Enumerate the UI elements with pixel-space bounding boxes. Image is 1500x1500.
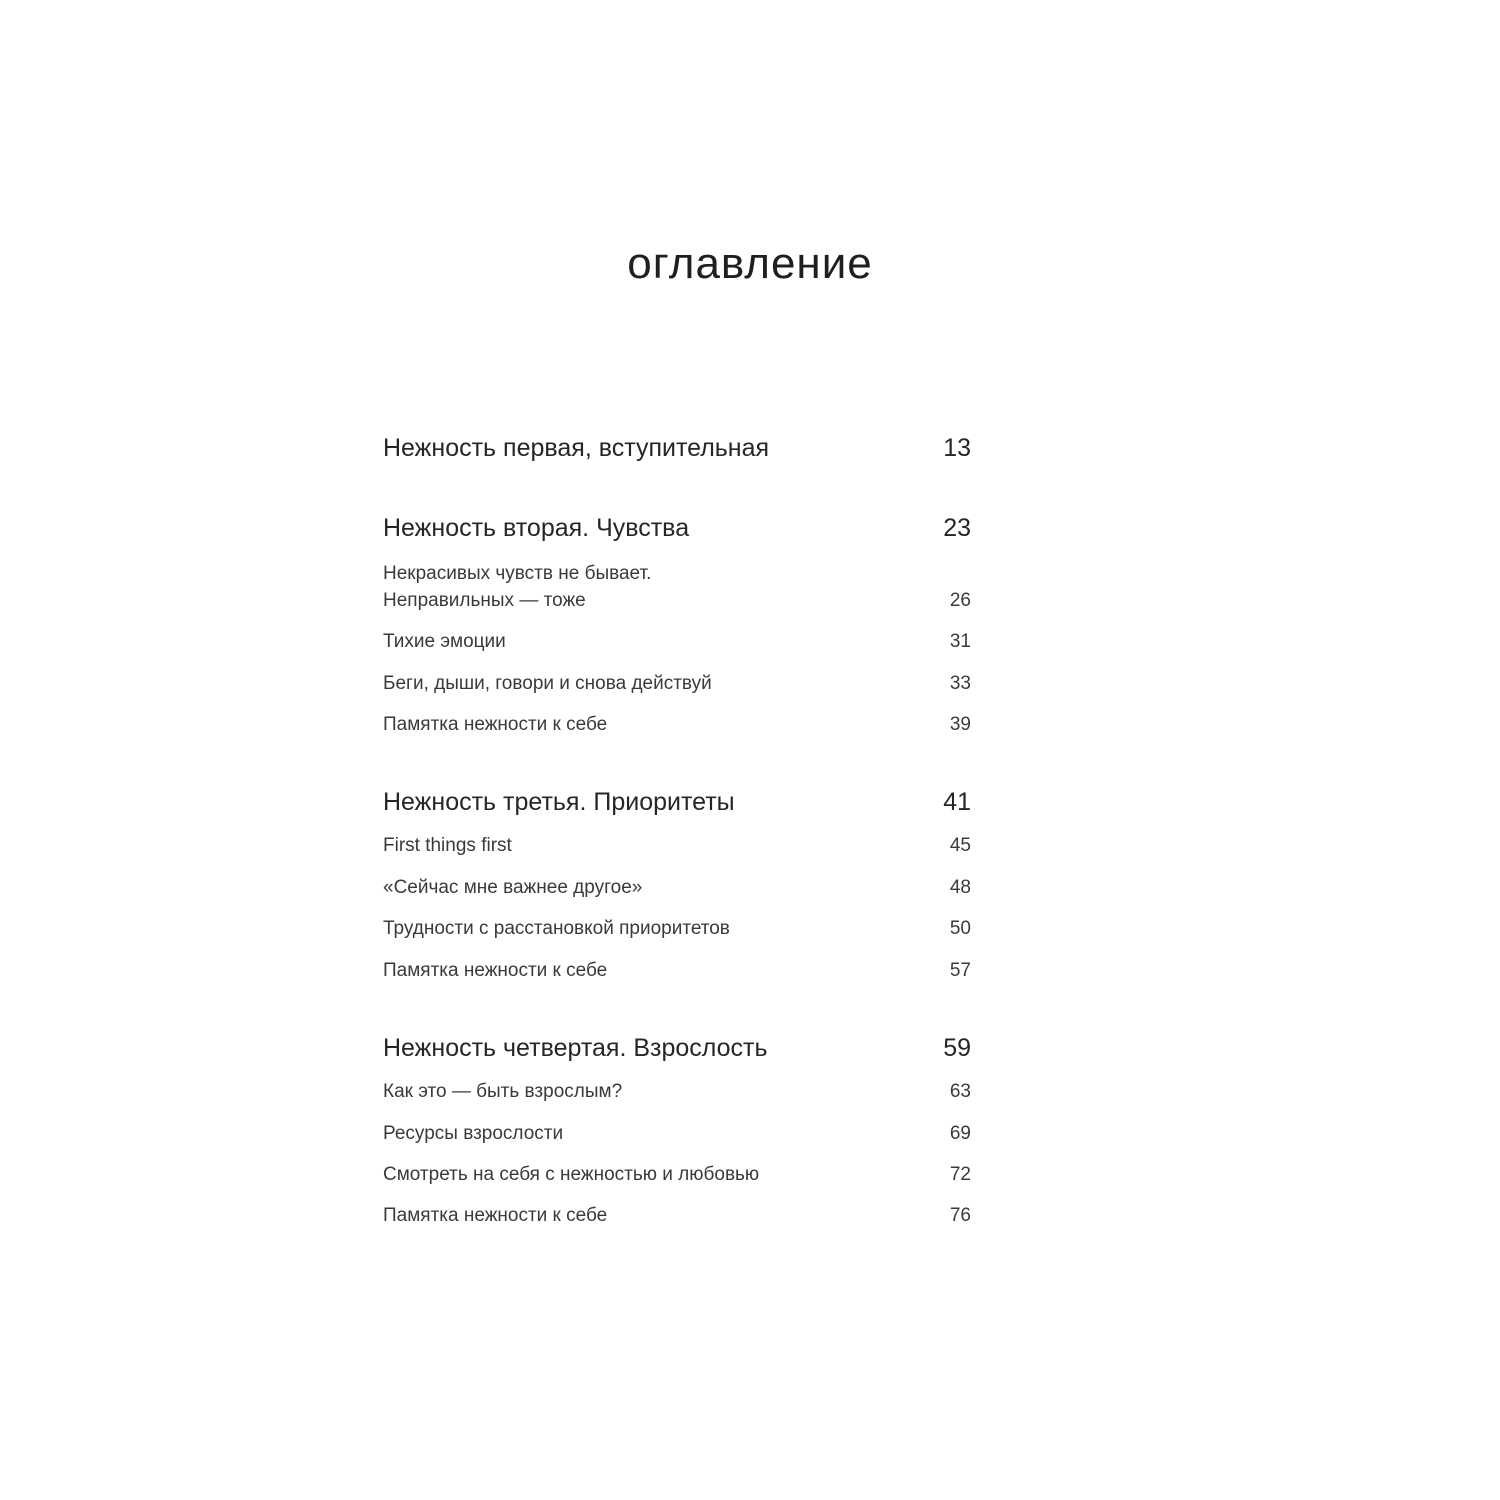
section-title: Как это — быть взрослым? [383,1081,623,1102]
chapter-title: Нежность первая, вступительная [383,434,770,462]
section-page-number: 26 [949,590,971,611]
section-title [383,560,863,614]
section-title: Памятка нежности к себе [383,960,608,981]
toc-section[interactable] [383,628,971,655]
toc-section[interactable] [383,957,971,984]
toc-section[interactable] [383,1078,971,1105]
chapter-page-number: 59 [943,1034,971,1062]
toc-section[interactable] [383,832,971,859]
section-title: Тихие эмоции [383,631,506,652]
chapter-title: Нежность вторая. Чувства [383,514,690,542]
chapter-page-number: 13 [943,434,971,462]
toc-section[interactable] [383,1161,971,1188]
section-page-number: 63 [949,1081,971,1102]
chapter-title: Нежность третья. Приоритеты [383,788,735,816]
section-page-number: 31 [949,631,971,652]
toc-section[interactable] [383,711,971,738]
chapter-page-number: 23 [943,514,971,542]
section-title: «Сейчас мне важнее другое» [383,877,643,898]
toc-chapter-2[interactable] [383,513,971,543]
section-page-number: 69 [949,1123,971,1144]
toc-section[interactable] [383,560,971,614]
toc-section[interactable] [383,670,971,697]
section-page-number: 50 [949,918,971,939]
section-title: Трудности с расстановкой приоритетов [383,918,730,939]
section-page-number: 57 [949,960,971,981]
section-title-line: Неправильных — тоже [383,590,586,611]
section-title: Памятка нежности к себе [383,714,608,735]
toc-section[interactable] [383,1120,971,1147]
toc-chapter-4[interactable] [383,1033,971,1063]
section-page-number: 48 [949,877,971,898]
section-title: First things first [383,835,512,856]
section-title: Беги, дыши, говори и снова действуй [383,673,712,694]
section-title-line: Некрасивых чувств не бывает. [383,563,652,584]
toc-chapter-1[interactable] [383,433,971,463]
section-page-number: 76 [949,1205,971,1226]
chapter-page-number: 41 [943,788,971,816]
toc-section[interactable] [383,1202,971,1229]
section-title: Смотреть на себя с нежностью и любовью [383,1164,760,1185]
toc-section[interactable] [383,874,971,901]
page-title: оглавление [627,239,873,288]
section-page-number: 45 [949,835,971,856]
toc-section[interactable] [383,915,971,942]
toc-chapter-3[interactable] [383,787,971,817]
section-title: Ресурсы взрослости [383,1123,564,1144]
section-title: Памятка нежности к себе [383,1205,608,1226]
section-page-number: 72 [949,1164,971,1185]
section-page-number: 39 [949,714,971,735]
chapter-title: Нежность четвертая. Взрослость [383,1034,768,1062]
section-page-number: 33 [949,673,971,694]
